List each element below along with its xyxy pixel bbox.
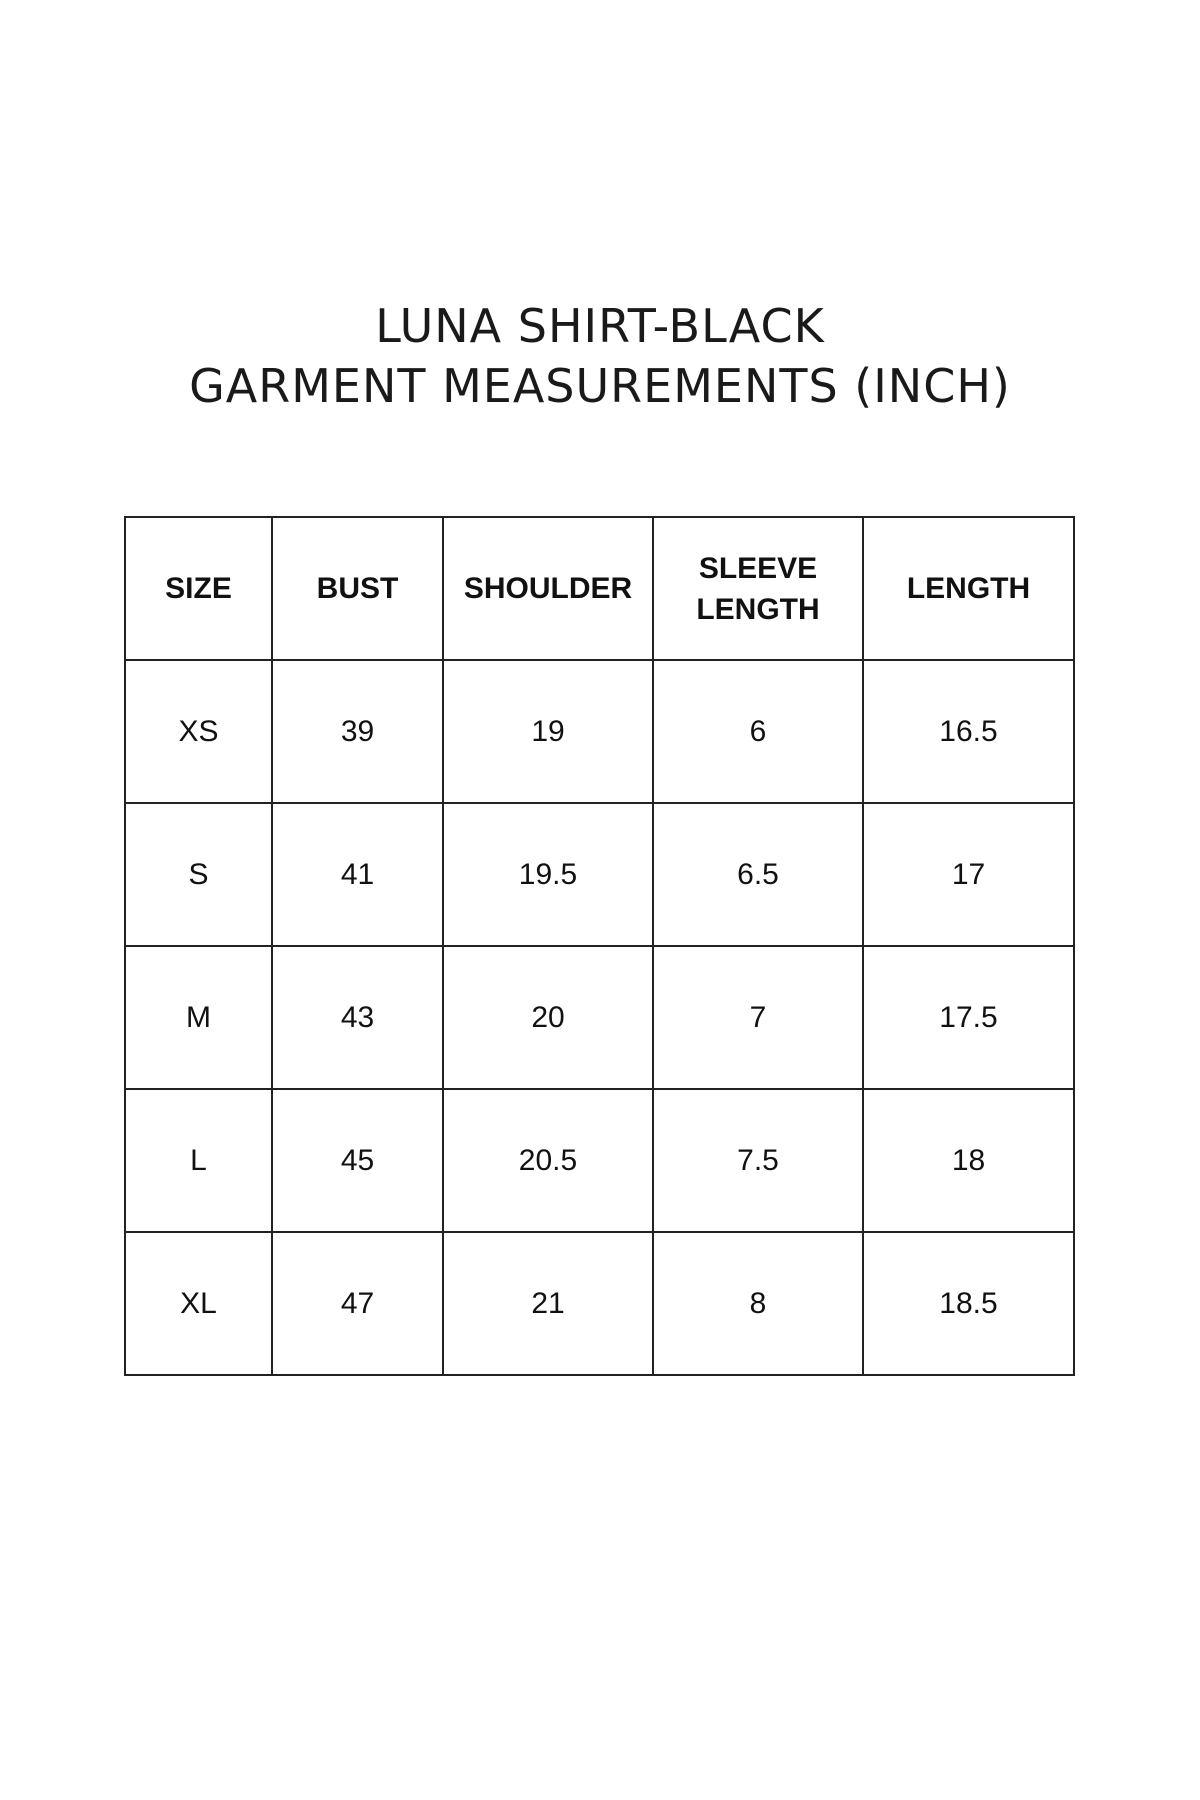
header-bust: BUST [272, 517, 443, 660]
cell-bust: 45 [272, 1089, 443, 1232]
cell-shoulder: 21 [443, 1232, 653, 1375]
cell-length: 17 [863, 803, 1074, 946]
cell-sleeve-length: 6.5 [653, 803, 863, 946]
table-row [125, 1232, 1074, 1375]
cell-sleeve-length: 8 [653, 1232, 863, 1375]
cell-bust: 39 [272, 660, 443, 803]
header-length: LENGTH [863, 517, 1074, 660]
cell-size: XL [125, 1232, 272, 1375]
cell-sleeve-length: 7.5 [653, 1089, 863, 1232]
header-sleeve-line2: LENGTH [696, 592, 820, 626]
cell-size: L [125, 1089, 272, 1232]
header-sleeve-length [653, 517, 863, 660]
table-row [125, 660, 1074, 803]
table-row [125, 1089, 1074, 1232]
size-chart-table [124, 516, 1075, 1376]
cell-size: M [125, 946, 272, 1089]
cell-size: XS [125, 660, 272, 803]
cell-bust: 41 [272, 803, 443, 946]
header-shoulder: SHOULDER [443, 517, 653, 660]
cell-bust: 43 [272, 946, 443, 1089]
cell-length: 18 [863, 1089, 1074, 1232]
cell-sleeve-length: 7 [653, 946, 863, 1089]
cell-bust: 47 [272, 1232, 443, 1375]
cell-length: 16.5 [863, 660, 1074, 803]
cell-sleeve-length: 6 [653, 660, 863, 803]
header-sleeve-line1: SLEEVE [698, 551, 818, 585]
cell-size: S [125, 803, 272, 946]
cell-shoulder: 19 [443, 660, 653, 803]
title-measurements-caption: GARMENT MEASUREMENTS (INCH) [189, 359, 1011, 413]
header-size: SIZE [125, 517, 272, 660]
cell-shoulder: 20.5 [443, 1089, 653, 1232]
cell-length: 17.5 [863, 946, 1074, 1089]
table-row [125, 946, 1074, 1089]
cell-shoulder: 19.5 [443, 803, 653, 946]
cell-shoulder: 20 [443, 946, 653, 1089]
table-row [125, 803, 1074, 946]
table-header-row [125, 517, 1074, 660]
title-product-name: LUNA SHIRT-BLACK [375, 299, 825, 353]
cell-length: 18.5 [863, 1232, 1074, 1375]
